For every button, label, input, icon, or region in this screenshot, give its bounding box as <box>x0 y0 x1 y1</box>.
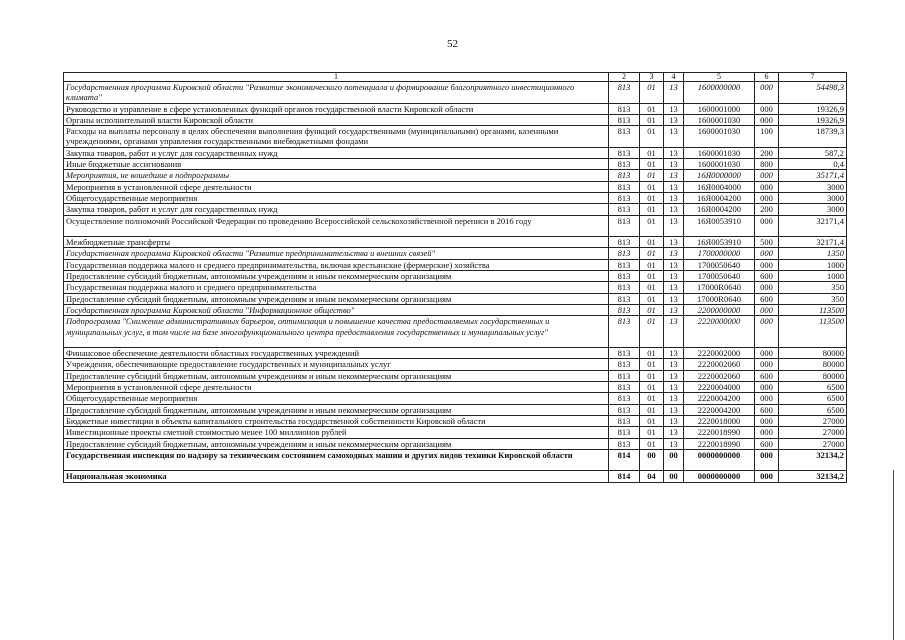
table-row <box>64 181 847 192</box>
row-name: Общегосударственные мероприятия <box>64 393 609 404</box>
row-name: Подпрограмма "Снижение административных барьеров, оптимизация и повышение качества предоставляемых государственных и муниципальных услуг, в том числе на базе многофункционального центра предоставления государственных и муниципальных услуг" <box>64 316 609 348</box>
row-code-expense-type: 000 <box>755 215 779 237</box>
row-name: Мероприятия в установленной сфере деятельности <box>64 181 609 192</box>
row-code-expense-type: 100 <box>755 126 779 148</box>
row-code-admin: 813 <box>609 359 640 370</box>
row-code-subsection: 13 <box>664 393 684 404</box>
table-row <box>64 370 847 381</box>
row-code-expense-type: 200 <box>755 147 779 158</box>
row-amount: 3000 <box>779 204 847 215</box>
table-row <box>64 404 847 415</box>
row-code-admin: 814 <box>609 449 640 471</box>
row-amount: 32171,4 <box>779 237 847 248</box>
table-row <box>64 126 847 148</box>
row-amount: 113500 <box>779 304 847 315</box>
row-amount: 32134,2 <box>779 449 847 471</box>
row-code-admin: 813 <box>609 382 640 393</box>
row-amount: 6500 <box>779 393 847 404</box>
row-code-admin: 813 <box>609 282 640 293</box>
row-code-section: 01 <box>640 282 664 293</box>
row-code-admin: 813 <box>609 82 640 104</box>
row-name: Предоставление субсидий бюджетным, автономным учреждениям и иным некоммерческим организациям <box>64 404 609 415</box>
row-code-target: 16Я0000000 <box>684 170 755 181</box>
row-code-admin: 813 <box>609 215 640 237</box>
row-code-subsection: 00 <box>664 471 684 482</box>
row-name: Государственная поддержка малого и среднего предпринимательства <box>64 282 609 293</box>
row-code-section: 01 <box>640 316 664 348</box>
row-code-admin: 813 <box>609 304 640 315</box>
row-amount: 35171,4 <box>779 170 847 181</box>
row-code-target: 1700050640 <box>684 271 755 282</box>
table-row <box>64 103 847 114</box>
row-code-expense-type: 600 <box>755 404 779 415</box>
row-code-subsection: 13 <box>664 147 684 158</box>
table-row <box>64 215 847 237</box>
row-code-subsection: 13 <box>664 259 684 270</box>
row-amount: 6500 <box>779 382 847 393</box>
row-code-subsection: 13 <box>664 427 684 438</box>
row-name: Инвестиционные проекты сметной стоимостью менее 100 миллионов рублей <box>64 427 609 438</box>
table-row <box>64 393 847 404</box>
row-code-target: 16Я0004000 <box>684 181 755 192</box>
table-row <box>64 282 847 293</box>
row-code-target: 2220018990 <box>684 438 755 449</box>
row-code-subsection: 13 <box>664 304 684 315</box>
row-amount: 3000 <box>779 192 847 203</box>
table-row <box>64 204 847 215</box>
row-code-subsection: 13 <box>664 103 684 114</box>
row-code-subsection: 13 <box>664 170 684 181</box>
row-code-section: 01 <box>640 271 664 282</box>
row-name: Предоставление субсидий бюджетным, автономным учреждениям и иным некоммерческим организациям <box>64 271 609 282</box>
row-code-target: 16Я0053910 <box>684 215 755 237</box>
row-name: Закупка товаров, работ и услуг для государственных нужд <box>64 204 609 215</box>
row-amount: 32171,4 <box>779 215 847 237</box>
row-code-target: 1600000000 <box>684 82 755 104</box>
row-name: Предоставление субсидий бюджетным, автономным учреждениям и иным некоммерческим организациям <box>64 438 609 449</box>
table-row <box>64 170 847 181</box>
table-row <box>64 427 847 438</box>
row-amount: 19326,9 <box>779 114 847 125</box>
row-amount: 1350 <box>779 248 847 259</box>
row-code-subsection: 00 <box>664 449 684 471</box>
row-amount: 80000 <box>779 370 847 381</box>
row-code-expense-type: 000 <box>755 393 779 404</box>
table-row <box>64 271 847 282</box>
row-code-subsection: 13 <box>664 316 684 348</box>
row-name: Межбюджетные трансферты <box>64 237 609 248</box>
row-code-target: 1600001030 <box>684 126 755 148</box>
row-code-subsection: 13 <box>664 215 684 237</box>
row-code-expense-type: 000 <box>755 415 779 426</box>
row-code-admin: 813 <box>609 147 640 158</box>
row-code-subsection: 13 <box>664 370 684 381</box>
row-code-subsection: 13 <box>664 348 684 359</box>
row-code-target: 0000000000 <box>684 471 755 482</box>
row-code-admin: 813 <box>609 181 640 192</box>
row-code-section: 01 <box>640 404 664 415</box>
row-name: Органы исполнительной власти Кировской области <box>64 114 609 125</box>
row-name: Общегосударственные мероприятия <box>64 192 609 203</box>
row-code-section: 01 <box>640 82 664 104</box>
row-code-admin: 813 <box>609 404 640 415</box>
row-code-target: 16Я0004200 <box>684 204 755 215</box>
row-amount: 27000 <box>779 438 847 449</box>
row-code-expense-type: 000 <box>755 382 779 393</box>
row-code-subsection: 13 <box>664 359 684 370</box>
row-amount: 18739,3 <box>779 126 847 148</box>
row-code-section: 01 <box>640 181 664 192</box>
row-code-expense-type: 000 <box>755 359 779 370</box>
row-code-section: 01 <box>640 204 664 215</box>
header-cell: 6 <box>755 73 779 82</box>
row-name: Государственная поддержка малого и среднего предпринимательства, включая крестьянские (фермерские) хозяйства <box>64 259 609 270</box>
row-code-target: 2220002000 <box>684 348 755 359</box>
row-code-section: 01 <box>640 370 664 381</box>
row-code-target: 2220004200 <box>684 393 755 404</box>
row-code-section: 01 <box>640 114 664 125</box>
row-name: Предоставление субсидий бюджетным, автономным учреждениям и иным некоммерческим организациям <box>64 293 609 304</box>
row-code-admin: 813 <box>609 259 640 270</box>
row-code-expense-type: 200 <box>755 204 779 215</box>
row-code-section: 01 <box>640 415 664 426</box>
row-code-admin: 813 <box>609 316 640 348</box>
row-amount: 27000 <box>779 427 847 438</box>
table-row <box>64 259 847 270</box>
row-amount: 350 <box>779 282 847 293</box>
row-code-expense-type: 000 <box>755 427 779 438</box>
row-name: Закупка товаров, работ и услуг для государственных нужд <box>64 147 609 158</box>
row-code-expense-type: 000 <box>755 316 779 348</box>
table-row <box>64 159 847 170</box>
row-amount: 1000 <box>779 271 847 282</box>
row-code-expense-type: 000 <box>755 103 779 114</box>
header-cell: 2 <box>609 73 640 82</box>
table-row <box>64 147 847 158</box>
row-code-expense-type: 000 <box>755 114 779 125</box>
row-code-section: 01 <box>640 293 664 304</box>
row-code-subsection: 13 <box>664 126 684 148</box>
row-code-admin: 814 <box>609 471 640 482</box>
row-code-subsection: 13 <box>664 181 684 192</box>
row-amount: 6500 <box>779 404 847 415</box>
row-code-subsection: 13 <box>664 438 684 449</box>
row-code-target: 2220018990 <box>684 427 755 438</box>
row-code-target: 2220002060 <box>684 370 755 381</box>
table-row <box>64 316 847 348</box>
row-amount: 587,2 <box>779 147 847 158</box>
row-code-target: 2200000000 <box>684 304 755 315</box>
page-number: 52 <box>447 38 458 50</box>
table-row <box>64 415 847 426</box>
row-code-admin: 813 <box>609 415 640 426</box>
row-code-section: 01 <box>640 259 664 270</box>
row-name: Государственная инспекция по надзору за техническим состоянием самоходных машин и других видов техники Кировской области <box>64 449 609 471</box>
row-code-section: 01 <box>640 359 664 370</box>
scan-edge-line <box>893 470 894 640</box>
row-code-subsection: 13 <box>664 204 684 215</box>
table-row <box>64 449 847 471</box>
row-code-subsection: 13 <box>664 382 684 393</box>
row-code-expense-type: 800 <box>755 159 779 170</box>
row-code-subsection: 13 <box>664 82 684 104</box>
table-row <box>64 192 847 203</box>
table-row <box>64 114 847 125</box>
header-row <box>64 73 847 82</box>
table-row <box>64 471 847 482</box>
row-code-subsection: 13 <box>664 159 684 170</box>
row-name: Осуществление полномочий Российской Федерации по проведению Всероссийской сельскохозяйственной переписи в 2016 году <box>64 215 609 237</box>
row-code-admin: 813 <box>609 237 640 248</box>
table-row <box>64 82 847 104</box>
row-code-admin: 813 <box>609 393 640 404</box>
row-code-admin: 813 <box>609 114 640 125</box>
row-name: Мероприятия, не вошедшие в подпрограммы <box>64 170 609 181</box>
row-code-target: 2220004000 <box>684 382 755 393</box>
row-amount: 54498,3 <box>779 82 847 104</box>
row-code-section: 01 <box>640 103 664 114</box>
row-code-expense-type: 000 <box>755 248 779 259</box>
row-code-expense-type: 000 <box>755 304 779 315</box>
row-code-expense-type: 000 <box>755 259 779 270</box>
row-code-admin: 813 <box>609 192 640 203</box>
header-cell: 7 <box>779 73 847 82</box>
row-code-expense-type: 000 <box>755 192 779 203</box>
table-row <box>64 237 847 248</box>
row-amount: 1000 <box>779 259 847 270</box>
row-code-target: 0000000000 <box>684 449 755 471</box>
header-cell: 4 <box>664 73 684 82</box>
row-code-section: 01 <box>640 248 664 259</box>
row-code-expense-type: 000 <box>755 82 779 104</box>
row-code-target: 2220000000 <box>684 316 755 348</box>
row-code-target: 1700000000 <box>684 248 755 259</box>
row-name: Руководство и управление в сфере установленных функций органов государственной власти Кировской области <box>64 103 609 114</box>
row-name: Мероприятия в установленной сфере деятельности <box>64 382 609 393</box>
row-amount: 80000 <box>779 348 847 359</box>
row-name: Государственная программа Кировской области "Развитие экономического потенциала и формирование благоприятного инвестиционного климата" <box>64 82 609 104</box>
row-code-section: 01 <box>640 159 664 170</box>
row-code-expense-type: 600 <box>755 271 779 282</box>
row-name: Государственная программа Кировской области "Информационное общество" <box>64 304 609 315</box>
row-code-admin: 813 <box>609 293 640 304</box>
row-code-subsection: 13 <box>664 192 684 203</box>
row-code-target: 1600001030 <box>684 159 755 170</box>
row-code-target: 17000R0640 <box>684 293 755 304</box>
header-cell: 5 <box>684 73 755 82</box>
row-code-section: 01 <box>640 438 664 449</box>
row-name: Учреждения, обеспечивающие предоставление государственных и муниципальных услуг <box>64 359 609 370</box>
row-code-expense-type: 000 <box>755 170 779 181</box>
row-code-target: 1600001030 <box>684 147 755 158</box>
row-code-section: 04 <box>640 471 664 482</box>
row-code-section: 01 <box>640 393 664 404</box>
row-name: Национальная экономика <box>64 471 609 482</box>
row-amount: 3000 <box>779 181 847 192</box>
table-row <box>64 348 847 359</box>
row-code-expense-type: 000 <box>755 449 779 471</box>
table-row <box>64 304 847 315</box>
row-code-target: 1700050640 <box>684 259 755 270</box>
row-code-admin: 813 <box>609 438 640 449</box>
row-code-subsection: 13 <box>664 404 684 415</box>
row-code-section: 01 <box>640 237 664 248</box>
row-code-subsection: 13 <box>664 271 684 282</box>
row-code-admin: 813 <box>609 126 640 148</box>
row-code-target: 1600001000 <box>684 103 755 114</box>
row-code-subsection: 13 <box>664 415 684 426</box>
row-code-expense-type: 600 <box>755 293 779 304</box>
header-cell: 3 <box>640 73 664 82</box>
table-row <box>64 438 847 449</box>
row-code-section: 01 <box>640 126 664 148</box>
row-amount: 19326,9 <box>779 103 847 114</box>
row-code-expense-type: 500 <box>755 237 779 248</box>
row-code-target: 2220018000 <box>684 415 755 426</box>
row-code-admin: 813 <box>609 427 640 438</box>
table-row <box>64 248 847 259</box>
row-name: Государственная программа Кировской области "Развитие предпринимательства и внешних связей" <box>64 248 609 259</box>
budget-table <box>63 72 847 483</box>
row-code-admin: 813 <box>609 348 640 359</box>
row-amount: 80000 <box>779 359 847 370</box>
row-code-section: 00 <box>640 449 664 471</box>
row-code-expense-type: 000 <box>755 471 779 482</box>
row-name: Иные бюджетные ассигнования <box>64 159 609 170</box>
row-code-section: 01 <box>640 170 664 181</box>
table-row <box>64 359 847 370</box>
row-code-admin: 813 <box>609 103 640 114</box>
row-code-admin: 813 <box>609 248 640 259</box>
row-code-expense-type: 000 <box>755 181 779 192</box>
row-code-section: 01 <box>640 304 664 315</box>
header-cell: 1 <box>64 73 609 82</box>
row-code-admin: 813 <box>609 204 640 215</box>
row-code-expense-type: 000 <box>755 348 779 359</box>
row-code-admin: 813 <box>609 370 640 381</box>
row-code-target: 16Я0004200 <box>684 192 755 203</box>
row-code-subsection: 13 <box>664 237 684 248</box>
row-name: Бюджетные инвестиции в объекты капитального строительства государственной собственности Кировской области <box>64 415 609 426</box>
row-code-section: 01 <box>640 147 664 158</box>
row-amount: 32134,2 <box>779 471 847 482</box>
table-row <box>64 382 847 393</box>
row-code-subsection: 13 <box>664 293 684 304</box>
row-code-section: 01 <box>640 215 664 237</box>
row-code-target: 17000R0640 <box>684 282 755 293</box>
row-amount: 113500 <box>779 316 847 348</box>
row-code-expense-type: 600 <box>755 438 779 449</box>
row-code-section: 01 <box>640 427 664 438</box>
row-name: Расходы на выплаты персоналу в целях обеспечения выполнения функций государственными (муниципальными) органами, казенными учреждениями, органами управления государственными внебюджетными фондами <box>64 126 609 148</box>
row-code-subsection: 13 <box>664 248 684 259</box>
row-name: Предоставление субсидий бюджетным, автономным учреждениям и иным некоммерческим организациям <box>64 370 609 381</box>
row-code-target: 1600001030 <box>684 114 755 125</box>
row-code-target: 2220004200 <box>684 404 755 415</box>
row-code-expense-type: 600 <box>755 370 779 381</box>
row-code-subsection: 13 <box>664 282 684 293</box>
table-row <box>64 293 847 304</box>
row-amount: 350 <box>779 293 847 304</box>
row-code-subsection: 13 <box>664 114 684 125</box>
row-code-target: 2220002060 <box>684 359 755 370</box>
row-code-admin: 813 <box>609 159 640 170</box>
row-code-section: 01 <box>640 192 664 203</box>
row-code-section: 01 <box>640 382 664 393</box>
row-code-section: 01 <box>640 348 664 359</box>
row-code-expense-type: 000 <box>755 282 779 293</box>
row-code-admin: 813 <box>609 271 640 282</box>
row-name: Финансовое обеспечение деятельности областных государственных учреждений <box>64 348 609 359</box>
row-code-admin: 813 <box>609 170 640 181</box>
row-amount: 0,4 <box>779 159 847 170</box>
row-code-target: 16Я0053910 <box>684 237 755 248</box>
row-amount: 27000 <box>779 415 847 426</box>
